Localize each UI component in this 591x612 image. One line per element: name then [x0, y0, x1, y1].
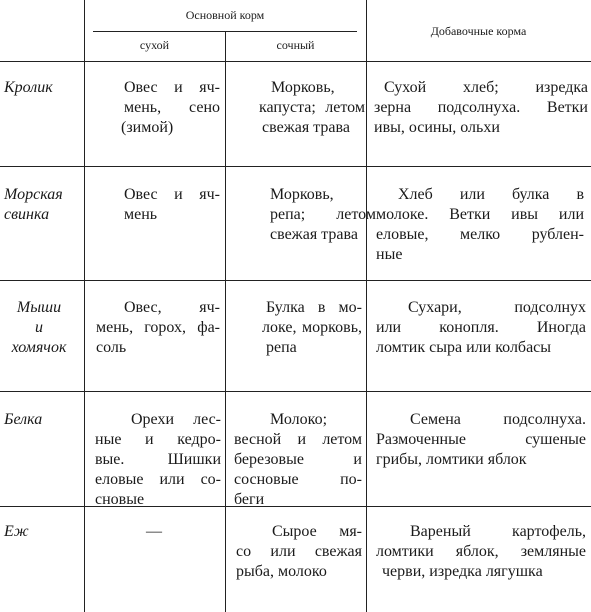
additional-feed-cell: Хлеб или булка в молоке. Ветки ивы или еловые, мелко рублен- ные — [376, 186, 584, 263]
additional-feed-cell: Сухари, подсолнух или конопля. Иногда ломтик сыра или колбасы — [376, 299, 586, 356]
table-rule-vertical — [366, 0, 367, 612]
dry-feed-cell: Орехи лес- ные и кедро- вые. Шишки еловые или со- сновые — [95, 411, 221, 508]
header-additional: Добавочные корма — [430, 24, 527, 38]
header-rule — [0, 61, 591, 62]
table-rule-vertical — [84, 0, 85, 612]
row-rule — [0, 166, 591, 167]
juicy-feed-cell: Сырое мя- со или свежая рыба, молоко — [236, 523, 362, 580]
header-dry: сухой — [139, 38, 170, 52]
header-basic-feed: Основной корм — [185, 8, 265, 22]
header-subrule — [93, 31, 357, 32]
juicy-feed-cell: Морковь, капуста; летом свежая трава — [259, 79, 365, 136]
juicy-feed-cell: Молоко; весной и летом березовые и сосновые по- беги — [234, 411, 362, 508]
row-rule — [0, 280, 591, 281]
table-rule-vertical — [225, 32, 226, 612]
juicy-feed-cell: Морковь, репа; летом свежая трава — [270, 186, 376, 243]
row-rule — [0, 391, 591, 392]
animal-name: Морская свинка — [4, 186, 63, 223]
dry-feed-cell: Овес и яч- мень — [124, 186, 220, 223]
animal-name: Еж — [4, 523, 29, 540]
header-juicy: сочный — [276, 38, 315, 52]
dry-feed-cell: — — [146, 523, 162, 540]
juicy-feed-cell: Булка в мо- локе, морковь, репа — [262, 299, 362, 356]
animal-name: Мыши и хомячок — [11, 299, 67, 356]
additional-feed-cell: Семена подсолнуха. Размоченные сушеные грибы, ломтики яблок — [376, 411, 586, 468]
animal-name: Белка — [4, 411, 43, 428]
additional-feed-cell: Сухой хлеб; изредка зерна подсолнуха. Ветки ивы, осины, ольхи — [374, 79, 588, 136]
dry-feed-cell: Овес и яч- мень, сено (зимой) — [121, 79, 220, 136]
animal-name: Кролик — [4, 79, 53, 96]
dry-feed-cell: Овес, яч- мень, горох, фа- соль — [96, 299, 220, 356]
additional-feed-cell: Вареный картофель, ломтики яблок, земляные черви, изредка лягушка — [376, 523, 586, 580]
